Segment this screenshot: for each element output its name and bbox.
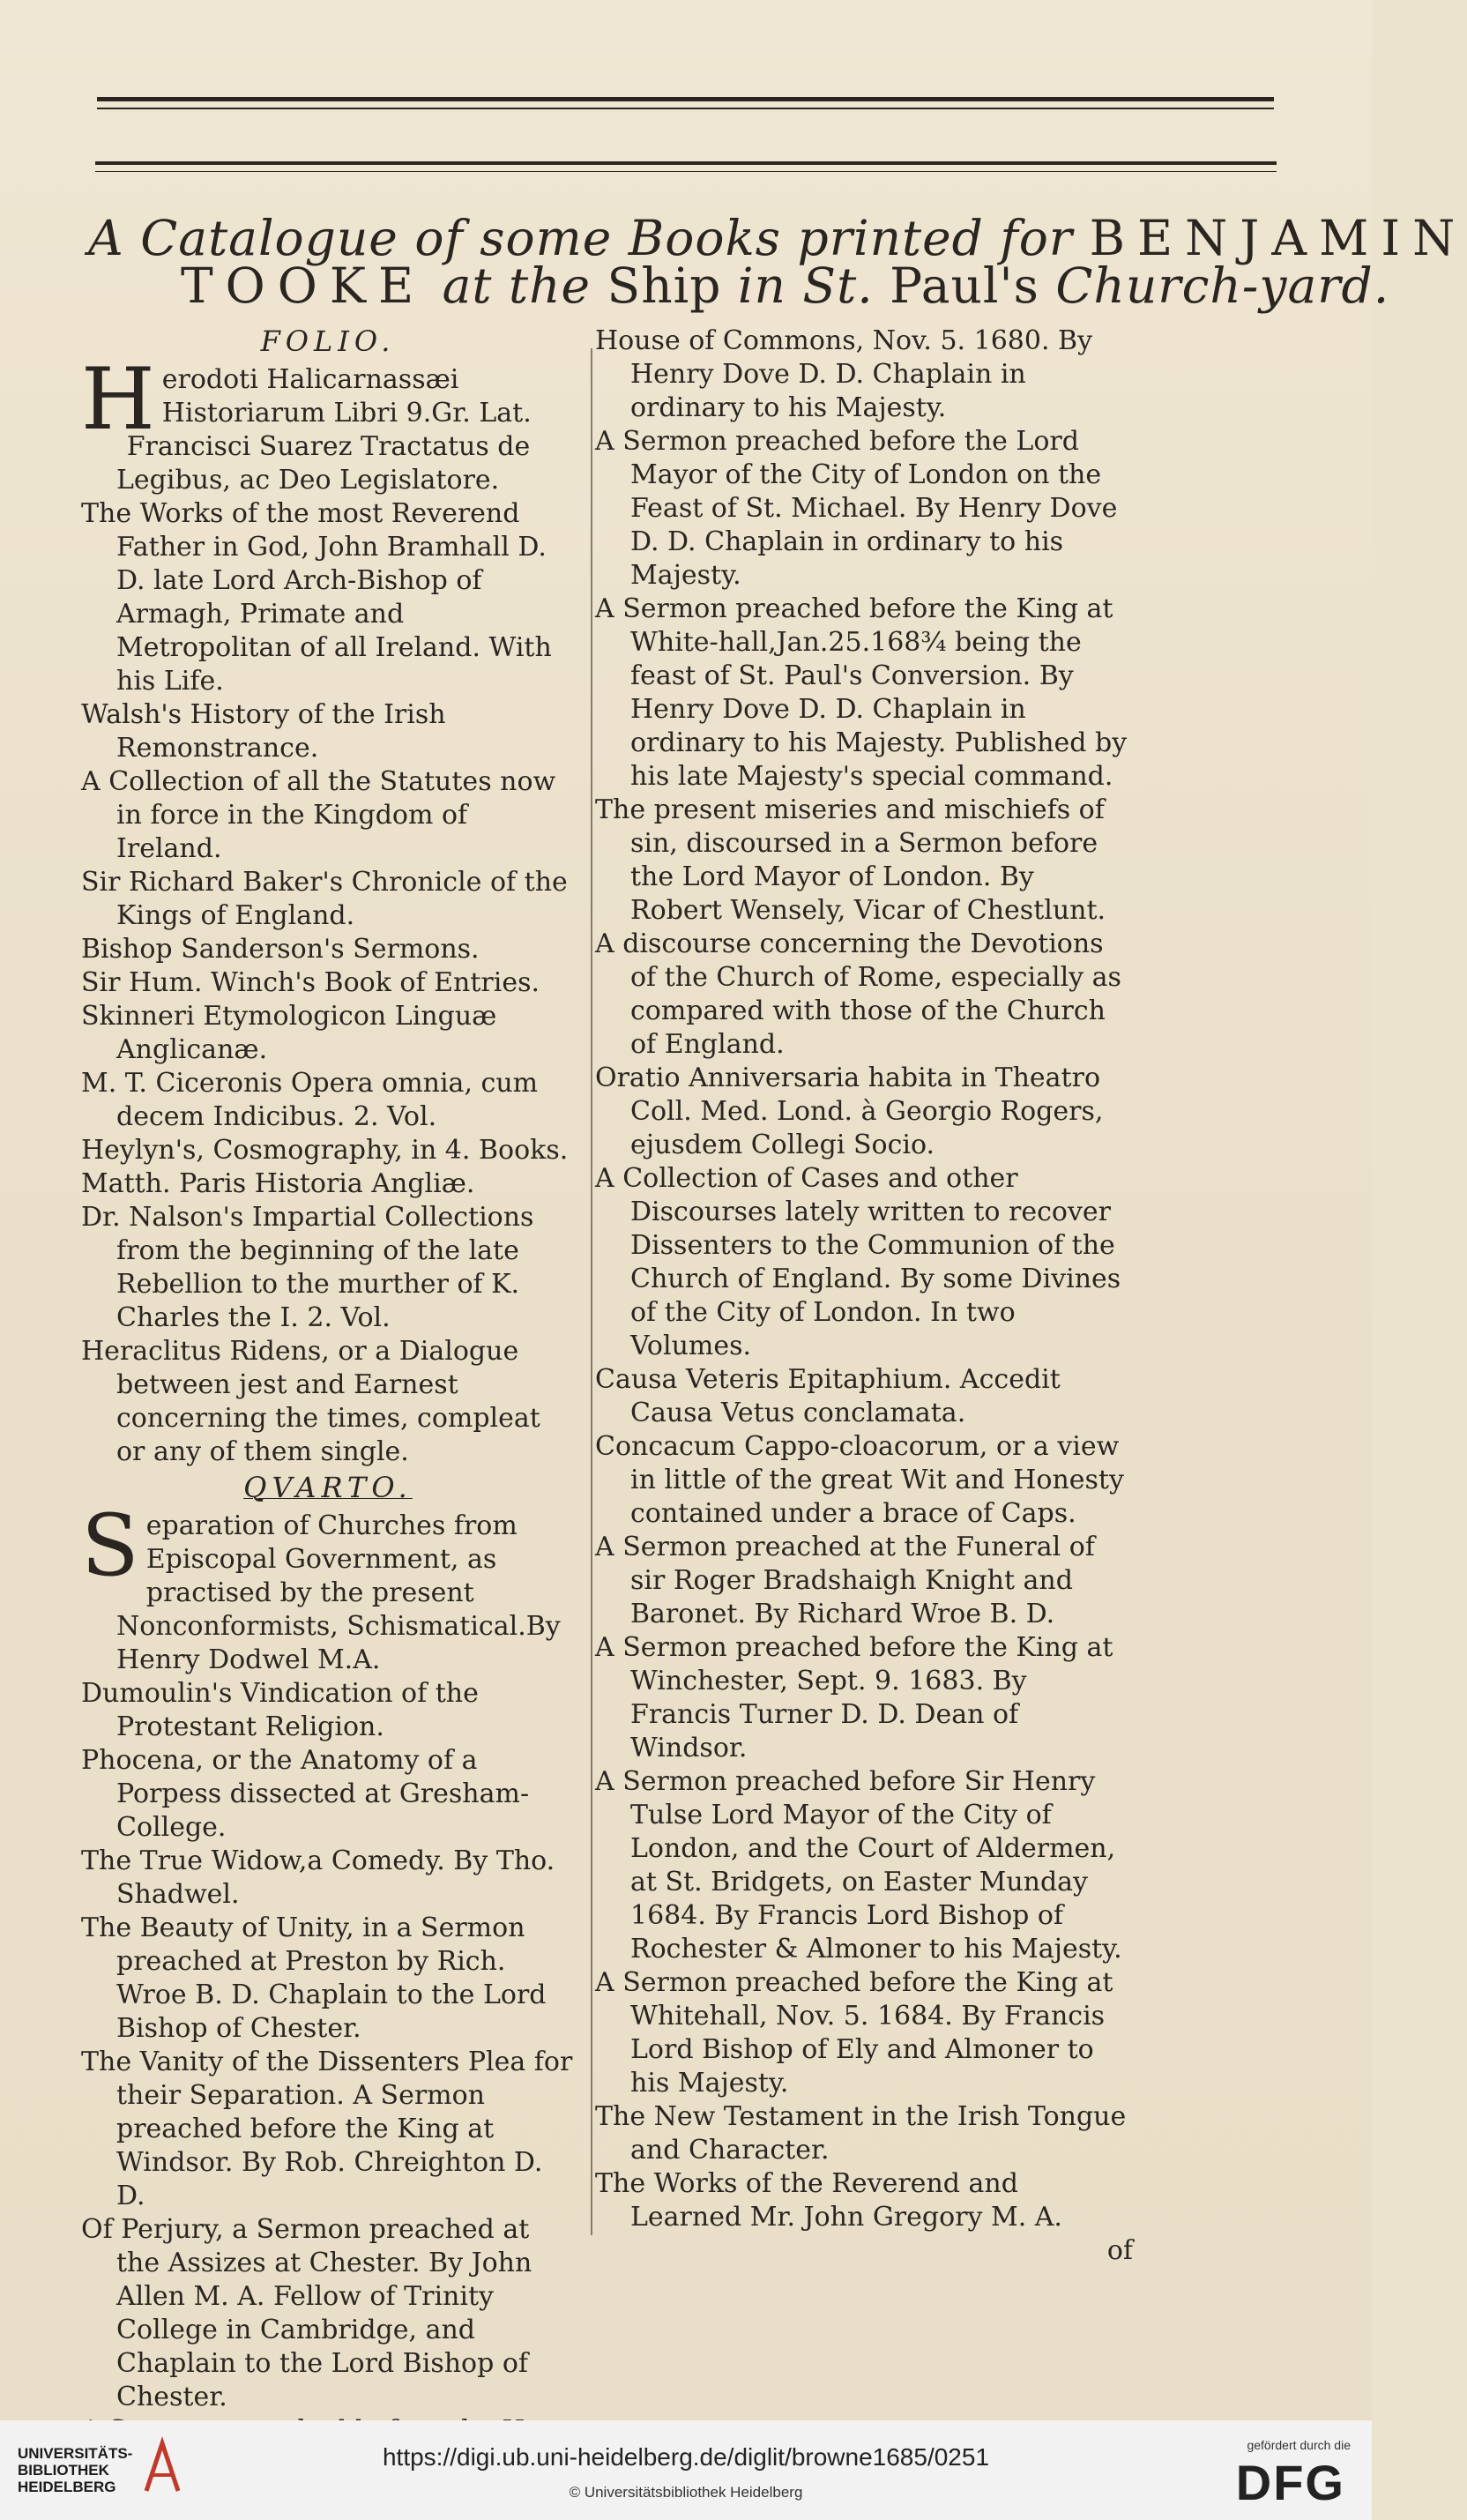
catalogue-entry: A Sermon preached before the King at Winchester, Sept. 9. 1683. By Francis Turner D. D. Dean of Windsor. bbox=[595, 1632, 1113, 1763]
catalogue-entry: A discourse concerning the Devotions of the Church of Rome, especially as compared with those of the Church of England. bbox=[595, 928, 1121, 1060]
catalogue-entry: The Beauty of Unity, in a Sermon preached at Preston by Rich. Wroe B. D. Chaplain to the Lord Bishop of Chester. bbox=[81, 1912, 547, 2044]
dfg-logo[interactable]: DFG bbox=[1235, 2455, 1345, 2510]
catalogue-entry: Skinneri Etymologicon Linguæ Anglicanæ. bbox=[81, 1001, 497, 1065]
copyright-notice: © Universitätsbibliothek Heidelberg bbox=[569, 2484, 803, 2501]
catalogue-entry: A Sermon preached before the King at Whitehall, Nov. 5. 1684. By Francis Lord Bishop of Ely and Almoner to his Majesty. bbox=[595, 1967, 1113, 2099]
library-line1: UNIVERSITÄTS- bbox=[18, 2445, 133, 2462]
column-divider bbox=[591, 348, 592, 2235]
entry-text: eparation of Churches from Episcopal Government, as practised by the present Nonconformists, Schismatical.By Henry Dodwel M.A. bbox=[116, 1510, 561, 1675]
catalogue-entry: The True Widow,a Comedy. By Tho. Shadwel. bbox=[81, 1845, 555, 1910]
title-tooke: TOOKE bbox=[181, 257, 427, 314]
title-benjamin: BENJAMIN bbox=[1089, 210, 1467, 266]
catalogue-entry: A Collection of Cases and other Discourses lately written to recover Dissenters to the Communion of the Church of England. By some Divines of the City of London. In two Volumes. bbox=[595, 1163, 1121, 1361]
heading-folio: FOLIO. bbox=[260, 324, 396, 358]
title-pauls: Paul's bbox=[890, 257, 1039, 314]
catalogue-entry: Bishop Sanderson's Sermons. bbox=[81, 934, 480, 965]
catalogue-entry bbox=[81, 350, 575, 449]
catalogue-entry: Sir Richard Baker's Chronicle of the Kings of England. bbox=[81, 867, 568, 931]
catalogue-entry: The Vanity of the Dissenters Plea for their Separation. A Sermon preached before the King at Windsor. By Rob. Chreighton D. D. bbox=[81, 2047, 573, 2211]
catalogue-entry: The Works of the most Reverend Father in God, John Bramhall D. D. late Lord Arch-Bishop of Armagh, Primate and Metropolitan of all Ireland. With his Life. bbox=[81, 498, 552, 697]
catalogue-entry: A Collection of all the Statutes now in force in the Kingdom of Ireland. bbox=[81, 766, 556, 864]
left-column bbox=[81, 324, 575, 2448]
catalogue-entry: The New Testament in the Irish Tongue and Character. bbox=[595, 2101, 1127, 2166]
heading-quarto: QVARTO. bbox=[243, 1471, 413, 1504]
catalogue-entry: The present miseries and mischiefs of sin, discoursed in a Sermon before the Lord Mayor of London. By Robert Wensely, Vicar of Chestlunt. bbox=[595, 794, 1106, 926]
catalogue-entry: Francisci Suarez Tractatus de Legibus, ac Deo Legislatore. bbox=[116, 431, 531, 496]
catalogue-entry: M. T. Ciceronis Opera omnia, cum decem Indicibus. 2. Vol. bbox=[81, 1068, 539, 1132]
viewer-footer bbox=[0, 2420, 1372, 2520]
folio-list bbox=[81, 350, 575, 1469]
catalogue-entry: A Sermon preached before Sir Henry Tulse Lord Mayor of the City of London, and the Court of Aldermen, at St. Bridgets, on Easter Munday 1684. By Francis Lord Bishop of Rochester & Almoner to his Majesty. bbox=[595, 1766, 1122, 1965]
catalogue-entry: Dumoulin's Vindication of the Protestant Religion. bbox=[81, 1678, 479, 1742]
catalogue-entry: Causa Veteris Epitaphium. Accedit Causa Vetus conclamata. bbox=[595, 1364, 1061, 1428]
catalogue-entry: Sir Hum. Winch's Book of Entries. bbox=[81, 967, 540, 998]
catalogue-entry: Heylyn's, Cosmography, in 4. Books. bbox=[81, 1135, 569, 1166]
catalogue-entry: Concacum Cappo-cloacorum, or a view in little of the great Wit and Honesty contained under a brace of Caps. bbox=[595, 1431, 1124, 1529]
header-rule-thin bbox=[95, 171, 1277, 172]
quarto-list bbox=[81, 1496, 575, 2448]
catalogue-entry: Matth. Paris Historia Angliæ. bbox=[81, 1168, 475, 1199]
catalogue-entry: A Sermon preached at the Funeral of sir Roger Bradshaigh Knight and Baronet. By Richard Wroe B. D. bbox=[595, 1532, 1095, 1629]
title-in-st: in St. bbox=[737, 257, 874, 314]
top-rule bbox=[97, 97, 1274, 101]
title-ship: Ship bbox=[607, 257, 722, 314]
title-italic: A Catalogue of some Books printed for bbox=[88, 210, 1074, 266]
right-column bbox=[595, 324, 1133, 2268]
catalogue-entry: Dr. Nalson's Impartial Collections from the beginning of the late Rebellion to the murther of K. Charles the I. 2. Vol. bbox=[81, 1202, 534, 1333]
title-churchyard: Church-yard. bbox=[1055, 257, 1390, 314]
catalogue-entry: House of Commons, Nov. 5. 1680. By Henry Dove D. D. Chaplain in ordinary to his Majesty. bbox=[595, 325, 1093, 423]
catalogue-entry bbox=[81, 1496, 575, 1677]
catalogue-title-line2 bbox=[181, 257, 1390, 314]
catalogue-entry: The Works of the Reverend and Learned Mr. John Gregory M. A. bbox=[595, 2168, 1062, 2233]
catalogue-entry: Of Perjury, a Sermon preached at the Assizes at Chester. By John Allen M. A. Fellow of Trinity College in Cambridge, and Chaplain to the Lord Bishop of Chester. bbox=[81, 2214, 532, 2412]
catalogue-entry: Phocena, or the Anatomy of a Porpess dissected at Gresham-College. bbox=[81, 1745, 530, 1843]
catalogue-entry: Heraclitus Ridens, or a Dialogue between jest and Earnest concerning the times, compleat or any of them single. bbox=[81, 1336, 540, 1467]
drop-cap: S bbox=[81, 1496, 139, 1595]
library-line2: BIBLIOTHEK bbox=[18, 2462, 109, 2479]
catalogue-entry: Oratio Anniversaria habita in Theatro Coll. Med. Lond. à Georgio Rogers, ejusdem Collegi Socio. bbox=[595, 1062, 1104, 1160]
dfg-subtitle: gefördert durch die bbox=[1247, 2438, 1351, 2452]
catchword: of bbox=[1106, 2235, 1133, 2266]
library-line3: HEIDELBERG bbox=[18, 2479, 116, 2495]
right-list bbox=[595, 324, 1133, 2234]
header-rule bbox=[95, 161, 1277, 165]
catalogue-entry: A Sermon preached before the Lord Mayor of the City of London on the Feast of St. Michael. By Henry Dove D. D. Chaplain in ordinary to his Majesty. bbox=[595, 426, 1118, 591]
top-rule-thin bbox=[97, 108, 1274, 109]
catalogue-entry: Walsh's History of the Irish Remonstrance. bbox=[81, 699, 446, 764]
catalogue-entry: A Sermon preached before the King at White-hall,Jan.25.168¾ being the feast of St. Paul's Conversion. By Henry Dove D. D. Chaplain in ordinary to his Majesty. Published by his late Majesty's special command. bbox=[595, 593, 1128, 792]
title-at-the: at the bbox=[442, 257, 592, 314]
entry-text: erodoti Halicarnassæi Historiarum Libri 9.Gr. Lat. bbox=[161, 364, 532, 429]
permalink-url[interactable]: https://digi.ub.uni-heidelberg.de/diglit/browne1685/0251 bbox=[382, 2443, 990, 2471]
drop-cap: H bbox=[81, 350, 155, 449]
